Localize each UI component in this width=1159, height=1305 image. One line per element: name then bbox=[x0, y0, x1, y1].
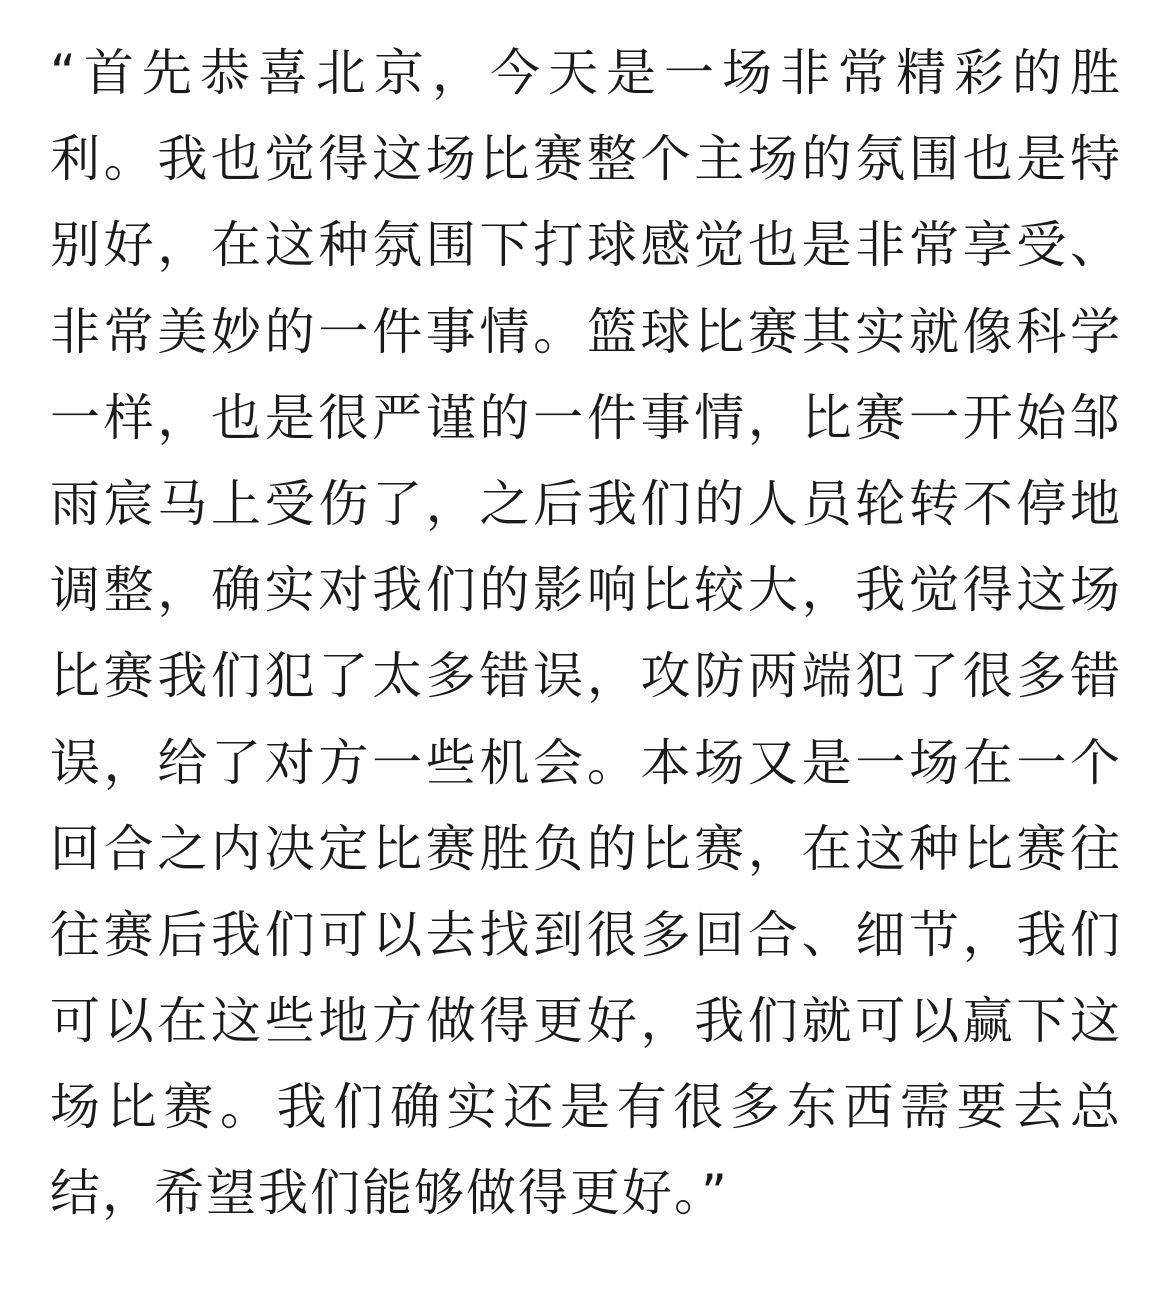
quote-line-last: 结，希望我们能够做得更好。” bbox=[50, 1164, 729, 1223]
quote-line: 回合之内决定比赛胜负的比赛，在这种比赛往 bbox=[50, 819, 1122, 878]
quote-line: 雨宸马上受伤了，之后我们的人员轮转不停地 bbox=[50, 474, 1122, 533]
quote-line: 一样，也是很严谨的一件事情，比赛一开始邹 bbox=[50, 388, 1122, 447]
quote-line: 场比赛。我们确实还是有很多东西需要去总 bbox=[50, 1078, 1122, 1137]
quote-line: 误，给了对方一些机会。本场又是一场在一个 bbox=[50, 733, 1122, 792]
quote-line: 利。我也觉得这场比赛整个主场的氛围也是特 bbox=[50, 130, 1122, 189]
quote-line: 非常美妙的一件事情。篮球比赛其实就像科学 bbox=[50, 302, 1122, 361]
quote-line: “首先恭喜北京，今天是一场非常精彩的胜 bbox=[50, 44, 1122, 102]
quote-article bbox=[50, 30, 1122, 1237]
quote-line: 别好，在这种氛围下打球感觉也是非常享受、 bbox=[50, 216, 1122, 275]
quote-line: 往赛后我们可以去找到很多回合、细节，我们 bbox=[50, 905, 1122, 964]
quote-line: 调整，确实对我们的影响比较大，我觉得这场 bbox=[50, 561, 1122, 620]
quote-line: 可以在这些地方做得更好，我们就可以赢下这 bbox=[50, 992, 1122, 1051]
quote-line: 比赛我们犯了太多错误，攻防两端犯了很多错 bbox=[50, 647, 1122, 706]
